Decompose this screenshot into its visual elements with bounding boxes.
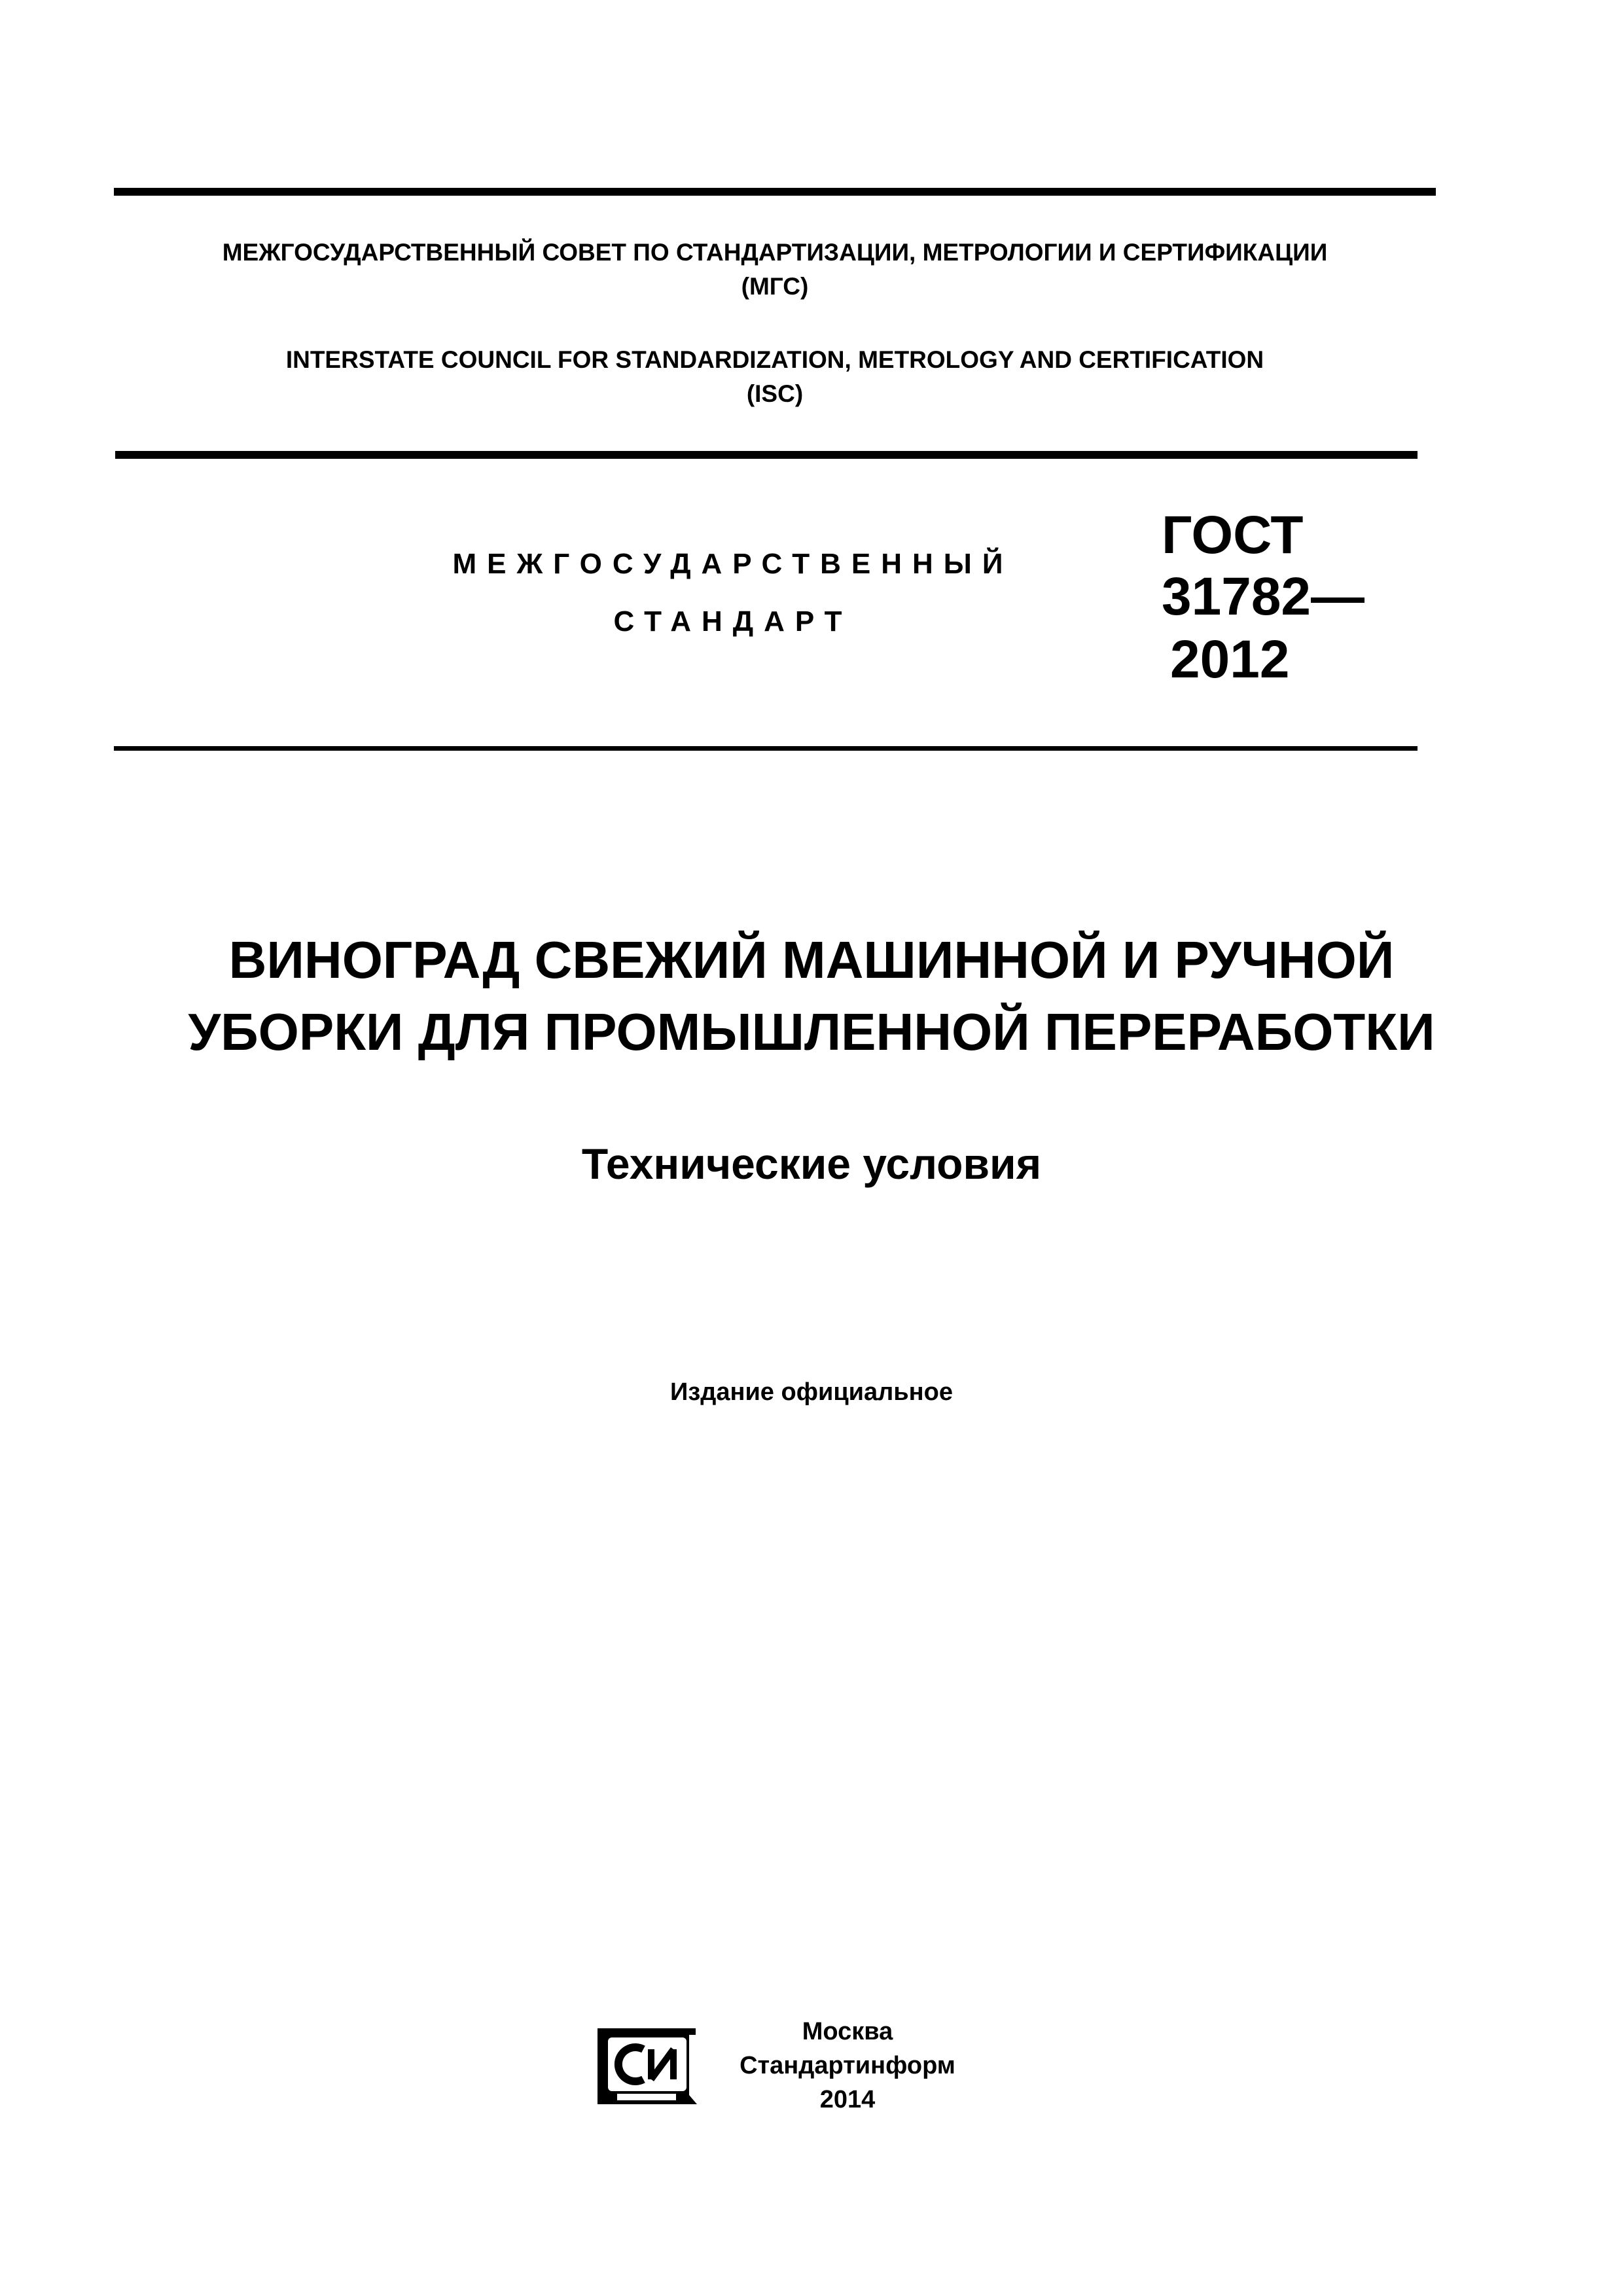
bottom-rule: [114, 746, 1418, 751]
publication-year: 2014: [819, 2086, 876, 2113]
document-subtitle: Технические условия: [581, 1139, 1042, 1188]
title-line2: УБОРКИ ДЛЯ ПРОМЫШЛЕННОЙ ПЕРЕРАБОТКИ: [188, 1003, 1435, 1061]
standard-kind-line2: СТАНДАРТ: [613, 605, 853, 637]
gost-number: 31782—: [1162, 567, 1365, 626]
council-ru-abbr: (МГС): [741, 273, 809, 300]
document-title: [79, 924, 1544, 1068]
council-ru: [114, 236, 1436, 304]
council-en-name: INTERSTATE COUNCIL FOR STANDARDIZATION, METROLOGY AND CERTIFICATION: [285, 346, 1264, 373]
middle-rule: [115, 451, 1418, 459]
gost-prefix: ГОСТ: [1162, 505, 1304, 565]
publisher-city: Москва: [802, 2018, 893, 2045]
gost-year: 2012: [1170, 630, 1290, 689]
title-line1: ВИНОГРАД СВЕЖИЙ МАШИННОЙ И РУЧНОЙ: [228, 931, 1395, 989]
council-ru-name: МЕЖГОСУДАРСТВЕННЫЙ СОВЕТ ПО СТАНДАРТИЗАЦИИ, МЕТРОЛОГИИ И СЕРТИФИКАЦИИ: [222, 239, 1328, 266]
edition-note: Издание официальное: [670, 1378, 953, 1406]
publisher-name: Стандартинформ: [740, 2052, 955, 2079]
top-rule: [114, 188, 1436, 196]
standard-kind-line1: МЕЖГОСУДАРСТВЕННЫЙ: [452, 548, 1014, 580]
standartinform-logo-icon: [591, 2023, 704, 2109]
council-en: [114, 343, 1436, 411]
council-en-abbr: (ISC): [746, 380, 804, 407]
